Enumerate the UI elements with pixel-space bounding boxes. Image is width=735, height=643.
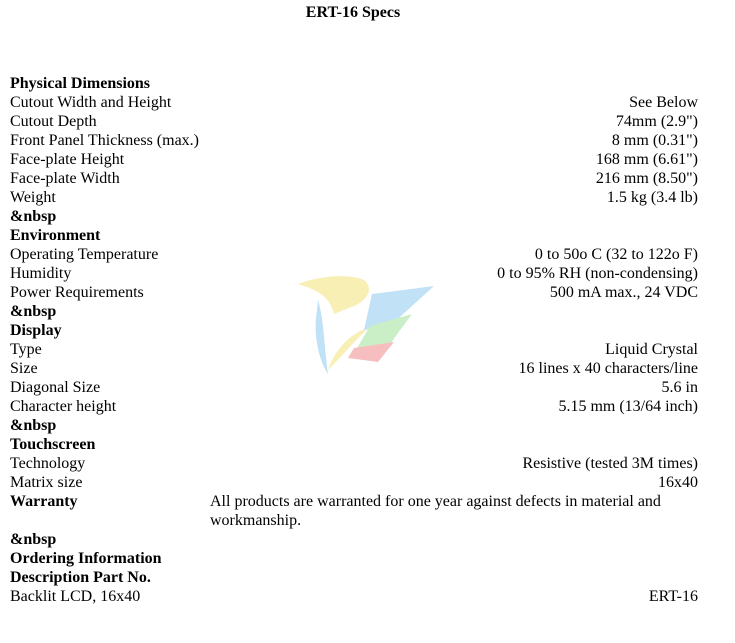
- spec-value: ERT-16: [648, 588, 698, 605]
- spec-value: 8 mm (0.31"): [611, 132, 698, 149]
- section-heading-display: Display: [10, 322, 62, 339]
- spec-label: Diagonal Size: [10, 379, 101, 396]
- nbsp-spacer-text: &nbsp: [10, 417, 57, 434]
- spec-label: Matrix size: [10, 474, 83, 491]
- warranty-row: [10, 492, 698, 530]
- spec-label: Operating Temperature: [10, 246, 159, 263]
- spec-row: [10, 454, 698, 473]
- spec-label: Cutout Depth: [10, 113, 97, 130]
- spec-label: Face-plate Height: [10, 151, 125, 168]
- spec-value: 0 to 50o C (32 to 122o F): [534, 246, 698, 263]
- spec-row: [10, 188, 698, 207]
- spec-value: See Below: [629, 94, 698, 111]
- warranty-label: Warranty: [10, 493, 78, 510]
- spec-label: Power Requirements: [10, 284, 144, 301]
- spec-value: 500 mA max., 24 VDC: [549, 284, 698, 301]
- spec-row: [10, 169, 698, 188]
- spec-label: Humidity: [10, 265, 72, 282]
- section-heading-physical: Physical Dimensions: [10, 75, 151, 92]
- spec-row: [10, 93, 698, 112]
- spec-label: Technology: [10, 455, 86, 472]
- spec-row: [10, 587, 698, 606]
- spec-label: Backlit LCD, 16x40: [10, 588, 141, 605]
- spec-label: Type: [10, 341, 42, 358]
- nbsp-spacer-text: &nbsp: [10, 303, 57, 320]
- spec-value: 0 to 95% RH (non-condensing): [497, 265, 698, 282]
- spec-row: [10, 264, 698, 283]
- spec-value: 74mm (2.9"): [615, 113, 698, 130]
- spec-label: Size: [10, 360, 38, 377]
- warranty-text: All products are warranted for one year against defects in material and workmanship.: [210, 493, 661, 529]
- ordering-subheading: Description Part No.: [10, 569, 151, 586]
- spec-row: [10, 359, 698, 378]
- spec-row: [10, 397, 698, 416]
- page-title: ERT-16 Specs: [305, 4, 401, 21]
- spec-value: 16x40: [658, 474, 698, 491]
- spec-row: [10, 150, 698, 169]
- spec-value: Liquid Crystal: [605, 341, 698, 358]
- spec-label: Character height: [10, 398, 117, 415]
- spec-row: [10, 131, 698, 150]
- spec-row: [10, 112, 698, 131]
- spec-value: 216 mm (8.50"): [595, 170, 698, 187]
- spec-row: [10, 378, 698, 397]
- nbsp-spacer-text: &nbsp: [10, 531, 57, 548]
- section-heading-touchscreen: Touchscreen: [10, 436, 96, 453]
- section-heading-ordering: Ordering Information: [10, 550, 162, 567]
- spec-row: [10, 283, 698, 302]
- spec-value: 5.15 mm (13/64 inch): [558, 398, 698, 415]
- spec-label: Weight: [10, 189, 56, 206]
- spec-value: 1.5 kg (3.4 lb): [606, 189, 698, 206]
- section-heading-environment: Environment: [10, 227, 101, 244]
- spec-value: 168 mm (6.61"): [595, 151, 698, 168]
- spec-row: [10, 473, 698, 492]
- spec-row: [10, 340, 698, 359]
- nbsp-spacer-text: &nbsp: [10, 208, 57, 225]
- spec-value: Resistive (tested 3M times): [522, 455, 698, 472]
- spec-row: [10, 245, 698, 264]
- spec-label: Front Panel Thickness (max.): [10, 132, 200, 149]
- spec-value: 16 lines x 40 characters/line: [518, 360, 698, 377]
- spec-value: 5.6 in: [661, 379, 698, 396]
- spec-label: Cutout Width and Height: [10, 94, 172, 111]
- spec-label: Face-plate Width: [10, 170, 120, 187]
- spec-table: [10, 74, 698, 606]
